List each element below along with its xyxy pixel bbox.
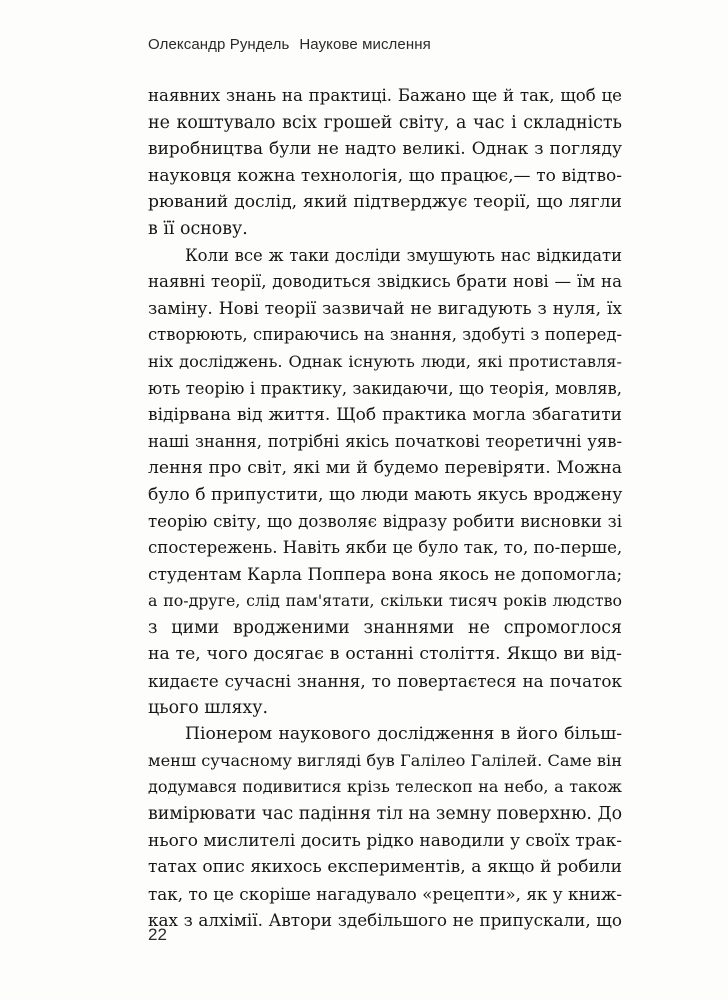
- text-line: лення про світ, які ми й будемо перевіряти. Можна: [148, 458, 622, 479]
- text-line: татах опис якихось експериментів, а якщо й робили: [148, 857, 622, 878]
- text-line: виробництва були не надто великі. Однак з погляду: [148, 139, 622, 160]
- text-line: заміну. Нові теорії зазвичай не вигадують з нуля, їх: [148, 298, 622, 319]
- text-line: відірвана від життя. Щоб практика могла збагатити: [148, 405, 622, 426]
- text-line: не коштувало всіх грошей світу, а час і складність: [148, 112, 622, 133]
- text-line: цього шляху.: [148, 697, 268, 718]
- text-line: кидаєте сучасні знання, то повертаєтеся на початок: [148, 671, 622, 692]
- text-line: рюваний дослід, який підтверджує теорії, що лягли: [148, 192, 622, 213]
- text-line: з цими вродженими знаннями не спромоглося: [148, 617, 622, 638]
- text-line: на те, чого досягає в останні століття. Якщо ви від-: [148, 644, 622, 665]
- text-line: нього мислителі досить рідко наводили у своїх трак-: [148, 830, 622, 851]
- text-line: а по-друге, слід пам'ятати, скільки тисяч років людство: [148, 591, 622, 611]
- text-line: наявні теорії, доводиться звідкись брати нові — їм на: [148, 272, 622, 292]
- text-line: менш сучасному вигляді був Галілео Галілей. Саме він: [148, 750, 622, 770]
- text-line: Коли все ж таки досліди змушують нас відкидати: [185, 245, 622, 265]
- text-line: вимірювати час падіння тіл на земну поверхню. До: [148, 804, 623, 825]
- text-line: було б припустити, що люди мають якусь вроджену: [148, 484, 623, 505]
- header-author: Олександр Рундель: [148, 36, 290, 53]
- text-line: створюють, спираючись на знання, здобуті з поперед-: [148, 325, 622, 345]
- text-line: ніх досліджень. Однак існують люди, які протиставля-: [148, 351, 622, 371]
- text-line: ках з алхімії. Автори здебільшого не припускали, що: [148, 910, 622, 931]
- text-line: теорію світу, що дозволяє відразу робити висновки зі: [148, 511, 622, 531]
- text-line: наявних знань на практиці. Бажано ще й так, щоб це: [148, 86, 622, 105]
- text-line: в її основу.: [148, 218, 248, 239]
- text-line: спостережень. Навіть якби це було так, то, по-перше,: [148, 538, 623, 558]
- text-line: додумався подивитися крізь телескоп на небо, а також: [148, 777, 622, 797]
- header-book-title: Наукове мислення: [299, 36, 431, 53]
- page-number: 22: [148, 925, 167, 944]
- text-line: так, то це скоріше нагадувало «рецепти», як у книж-: [148, 883, 622, 904]
- text-line: ють теорію і практику, закидаючи, що теорія, мовляв,: [148, 378, 622, 398]
- text-line: науковця кожна технологія, що працює,— то відтво-: [148, 165, 622, 186]
- running-header: [148, 36, 431, 53]
- text-line: наші знання, потрібні якісь початкові теоретичні уяв-: [148, 431, 622, 451]
- text-line: студентам Карла Поппера вона якось не допомогла;: [148, 564, 623, 585]
- text-line: Піонером наукового дослідження в його більш-: [185, 724, 622, 745]
- body-text: [148, 83, 622, 934]
